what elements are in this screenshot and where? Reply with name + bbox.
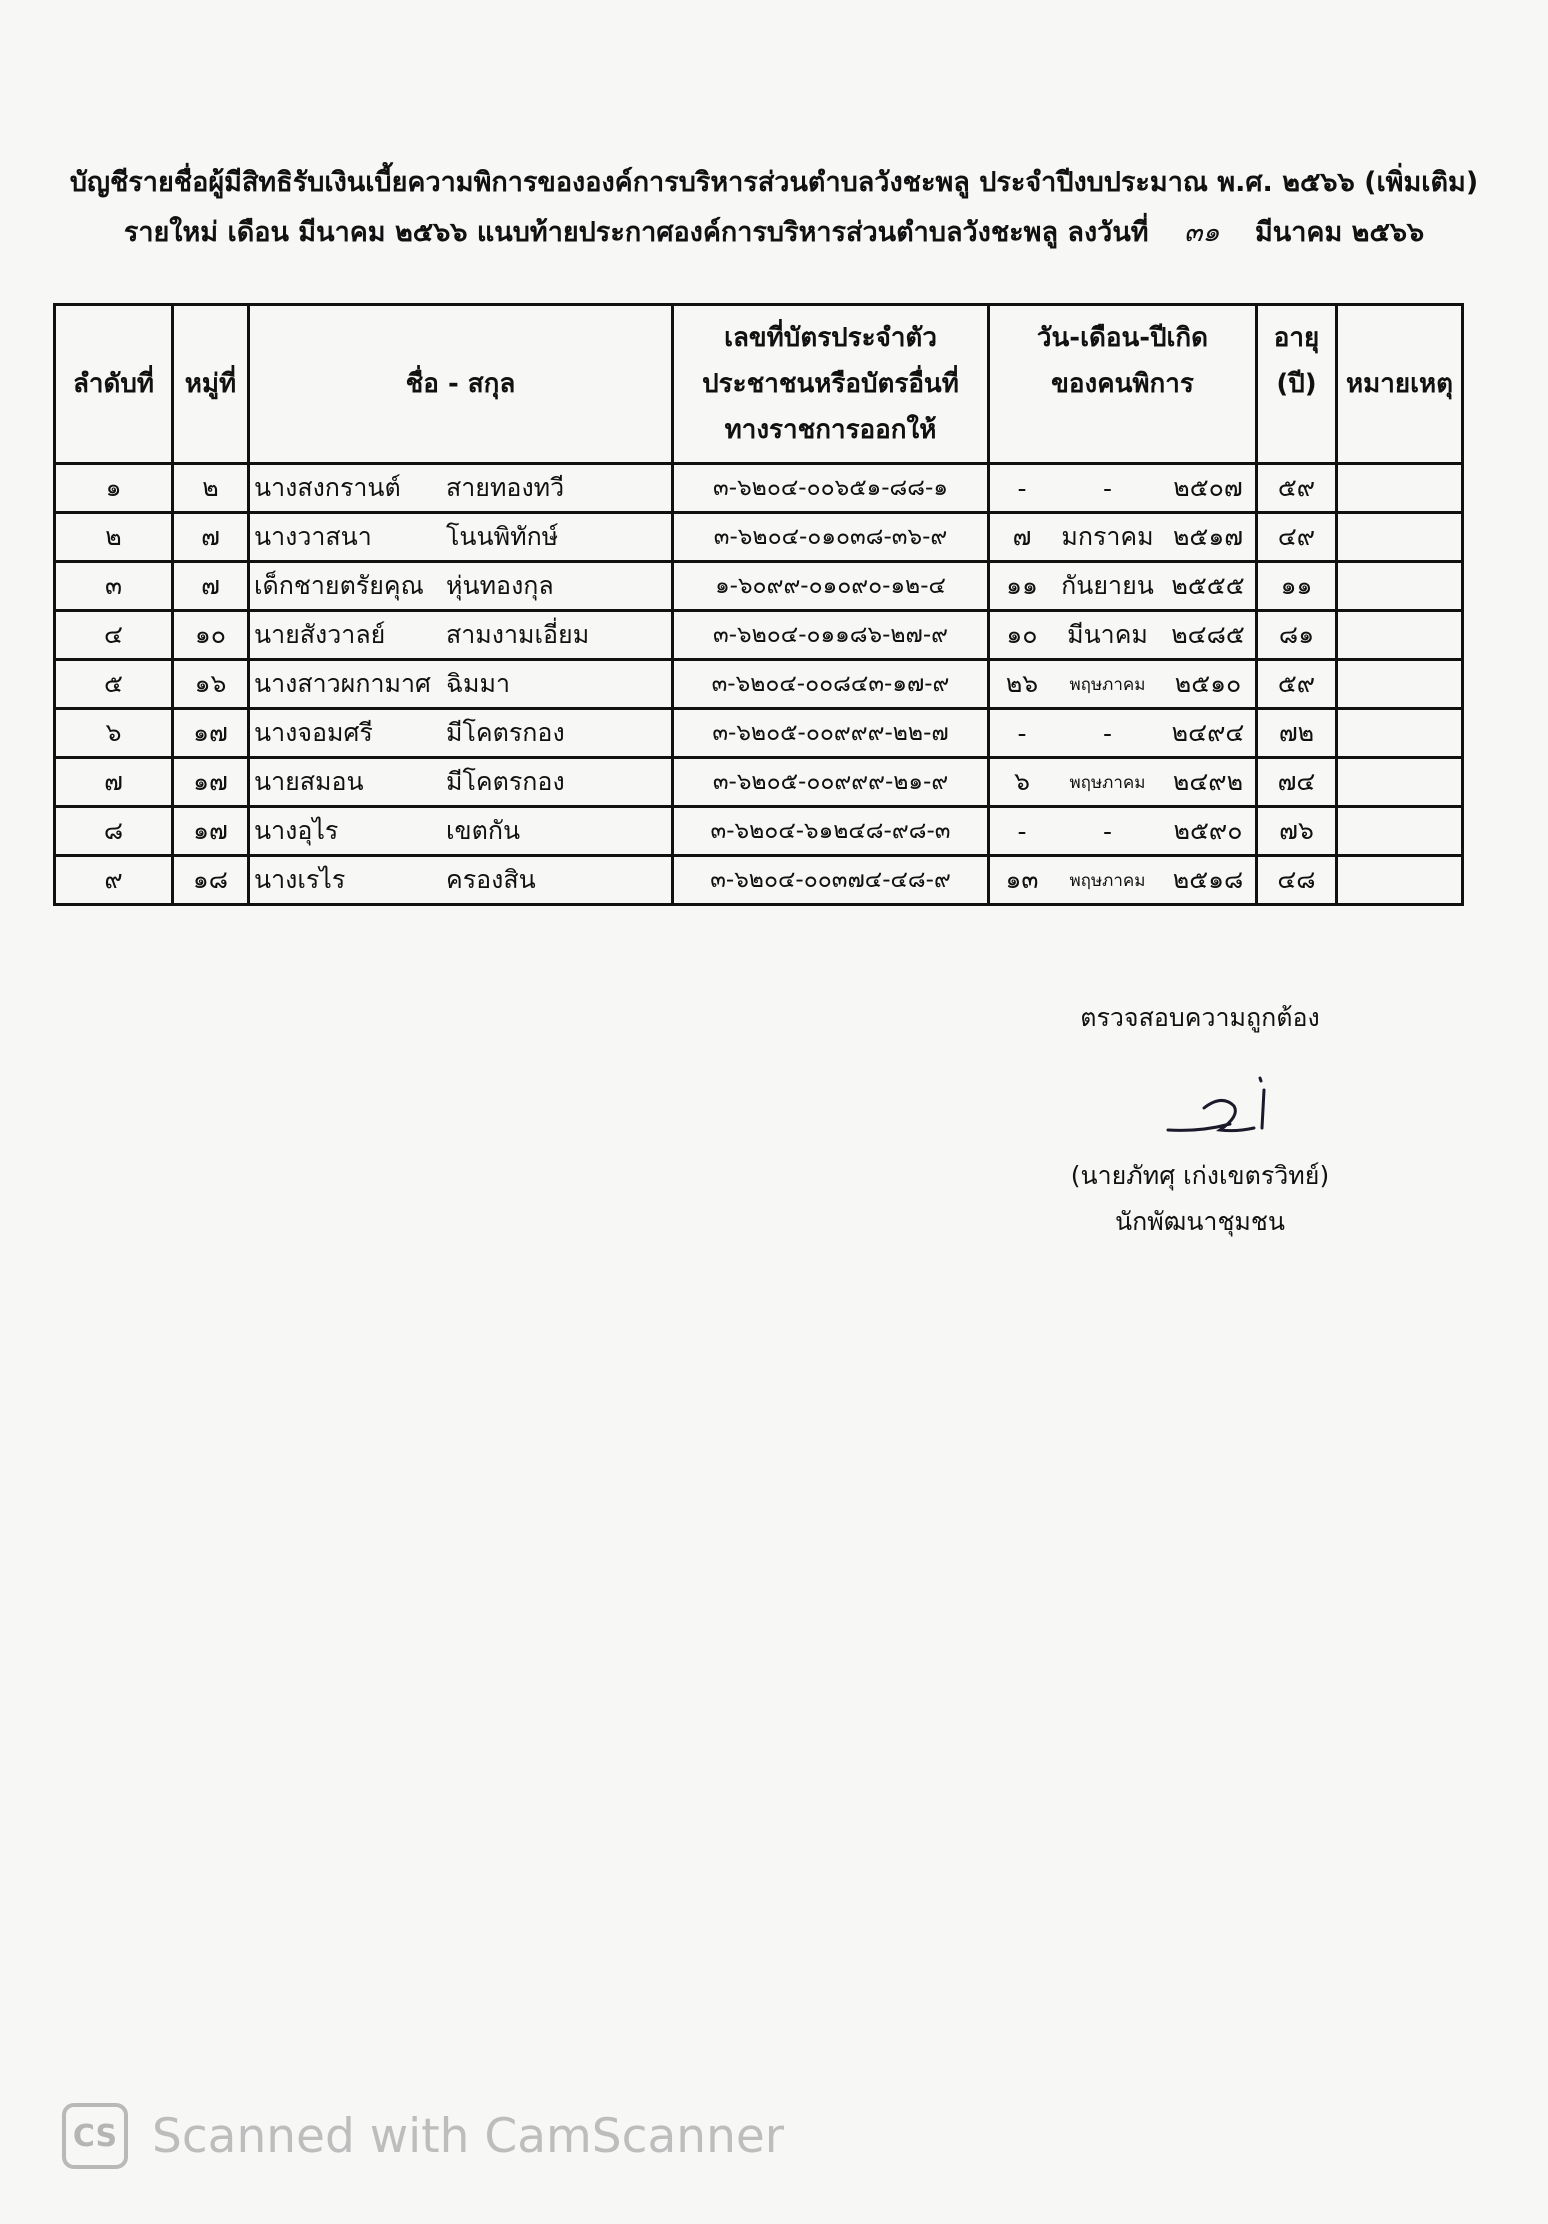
cell-name <box>249 660 673 709</box>
cell-id-number: ๓-๖๒๐๔-๐๑๐๓๘-๓๖-๙ <box>673 513 989 562</box>
verification-text: ตรวจสอบความถูกต้อง <box>1080 1003 1320 1032</box>
dob-year: ๒๕๕๕ <box>1171 571 1245 600</box>
dob-day: ๒๖ <box>1005 669 1039 698</box>
dob-month: กันยายน <box>1061 571 1154 600</box>
cell-age: ๕๙ <box>1257 660 1337 709</box>
dob-year: ๒๕๑๐ <box>1174 669 1242 698</box>
table-row <box>55 856 1463 905</box>
header-age-line-1: อายุ <box>1273 323 1320 353</box>
cell-name <box>249 856 673 905</box>
cell-id-number: ๓-๖๒๐๔-๐๑๑๘๖-๒๗-๙ <box>673 611 989 660</box>
table-header-row <box>55 305 1463 464</box>
header-dob-line-2: ของคนพิการ <box>1051 369 1194 399</box>
cell-dob <box>989 513 1257 562</box>
last-name: มีโคตรกอง <box>446 767 565 796</box>
dob-month: - <box>1102 816 1113 846</box>
dob-month: พฤษภาคม <box>1069 870 1146 891</box>
table-row <box>55 611 1463 660</box>
dob-month: - <box>1102 473 1113 503</box>
header-dob <box>989 305 1257 464</box>
handwritten-day: ๓๑ <box>1183 217 1220 248</box>
cell-dob <box>989 856 1257 905</box>
dob-year: ๒๔๙๒ <box>1172 767 1244 796</box>
cell-order: ๙ <box>55 856 173 905</box>
cell-name <box>249 513 673 562</box>
cell-order: ๘ <box>55 807 173 856</box>
header-remark: หมายเหตุ <box>1337 305 1463 464</box>
cell-age: ๗๒ <box>1257 709 1337 758</box>
header-name: ชื่อ - สกุล <box>249 305 673 464</box>
first-name: นางจอมศรี <box>254 718 373 747</box>
cell-order: ๖ <box>55 709 173 758</box>
cell-name <box>249 562 673 611</box>
dob-year: ๒๔๘๕ <box>1171 620 1245 649</box>
cell-age: ๗๔ <box>1257 758 1337 807</box>
dob-month: มีนาคม <box>1067 620 1148 649</box>
cell-order: ๔ <box>55 611 173 660</box>
last-name: โนนพิทักษ์ <box>446 522 559 551</box>
dob-month: - <box>1102 718 1113 748</box>
cell-id-number: ๑-๖๐๙๙-๐๑๐๙๐-๑๒-๔ <box>673 562 989 611</box>
last-name: เขตกัน <box>446 816 521 845</box>
dob-day: ๗ <box>1012 522 1032 551</box>
dob-day: - <box>1017 718 1027 748</box>
first-name: นางสาวผกามาศ <box>254 669 431 698</box>
last-name: ครองสิน <box>446 865 536 894</box>
cell-dob <box>989 611 1257 660</box>
cell-id-number: ๓-๖๒๐๕-๐๐๙๙๙-๒๒-๗ <box>673 709 989 758</box>
cell-id-number: ๓-๖๒๐๔-๐๐๖๕๑-๘๘-๑ <box>673 464 989 513</box>
header-id-line-2: ประชาชนหรือบัตรอื่นที่ <box>702 369 959 399</box>
watermark-text: Scanned with CamScanner <box>152 2108 785 2164</box>
dob-year: ๒๔๙๔ <box>1171 718 1245 747</box>
dob-year: ๒๕๙๐ <box>1173 816 1243 845</box>
dob-day: ๑๐ <box>1006 620 1038 649</box>
dob-month: พฤษภาคม <box>1069 674 1146 695</box>
cell-age: ๗๖ <box>1257 807 1337 856</box>
cell-name <box>249 464 673 513</box>
cell-id-number: ๓-๖๒๐๔-๐๐๘๔๓-๑๗-๙ <box>673 660 989 709</box>
first-name: นายสมอน <box>254 767 364 796</box>
header-id-line-3: ทางราชการออกให้ <box>724 415 937 445</box>
header-order: ลำดับที่ <box>55 305 173 464</box>
dob-month: พฤษภาคม <box>1069 772 1146 793</box>
cell-remark <box>1337 611 1463 660</box>
header-age <box>1257 305 1337 464</box>
cell-age: ๔๘ <box>1257 856 1337 905</box>
cell-village: ๗ <box>173 562 249 611</box>
cell-village: ๑๗ <box>173 709 249 758</box>
cell-age: ๑๑ <box>1257 562 1337 611</box>
cell-remark <box>1337 464 1463 513</box>
handwritten-signature <box>1160 1072 1280 1148</box>
cell-order: ๗ <box>55 758 173 807</box>
cell-age: ๘๑ <box>1257 611 1337 660</box>
cell-name <box>249 611 673 660</box>
cell-village: ๑๘ <box>173 856 249 905</box>
dob-day: - <box>1017 816 1027 846</box>
document-title-line-2 <box>0 210 1548 253</box>
first-name: นางเรไร <box>254 865 346 894</box>
table-row <box>55 709 1463 758</box>
cell-village: ๑๐ <box>173 611 249 660</box>
cell-order: ๑ <box>55 464 173 513</box>
header-village: หมู่ที่ <box>173 305 249 464</box>
beneficiary-table <box>53 303 1464 906</box>
table-row <box>55 807 1463 856</box>
header-id-line-1: เลขที่บัตรประจำตัว <box>724 323 937 353</box>
first-name: นายสังวาลย์ <box>254 620 386 649</box>
cell-name <box>249 758 673 807</box>
cell-dob <box>989 660 1257 709</box>
dob-day: ๖ <box>1014 767 1030 796</box>
cell-order: ๒ <box>55 513 173 562</box>
camscanner-watermark <box>62 2103 784 2169</box>
cell-remark <box>1337 758 1463 807</box>
cell-age: ๕๙ <box>1257 464 1337 513</box>
table-row <box>55 464 1463 513</box>
cell-village: ๒ <box>173 464 249 513</box>
header-dob-line-1: วัน-เดือน-ปีเกิด <box>1036 323 1209 353</box>
last-name: สามงามเอี่ยม <box>446 620 590 649</box>
cell-remark <box>1337 660 1463 709</box>
title-line-2-prefix: รายใหม่ เดือน มีนาคม ๒๕๖๖ แนบท้ายประกาศองค์การบริหารส่วนตำบลวังชะพลู ลงวันที่ <box>123 217 1149 248</box>
cell-id-number: ๓-๖๒๐๔-๖๑๒๔๘-๙๘-๓ <box>673 807 989 856</box>
header-age-line-2: (ปี) <box>1276 369 1317 399</box>
document-title-line-1: บัญชีรายชื่อผู้มีสิทธิรับเงินเบี้ยความพิการขององค์การบริหารส่วนตำบลวังชะพลู ประจำปีงบประมาณ พ.ศ. ๒๕๖๖ (เพิ่มเติม) <box>69 167 1479 198</box>
cell-remark <box>1337 562 1463 611</box>
table-row <box>55 562 1463 611</box>
camscanner-logo-icon: CS <box>62 2103 128 2169</box>
cell-dob <box>989 709 1257 758</box>
dob-day: ๑๑ <box>1006 571 1038 600</box>
dob-month: มกราคม <box>1061 522 1154 551</box>
last-name: หุ่นทองกุล <box>446 571 554 600</box>
cell-order: ๕ <box>55 660 173 709</box>
last-name: มีโคตรกอง <box>446 718 565 747</box>
cell-id-number: ๓-๖๒๐๕-๐๐๙๙๙-๒๑-๙ <box>673 758 989 807</box>
cell-village: ๑๗ <box>173 807 249 856</box>
table-row <box>55 513 1463 562</box>
cell-id-number: ๓-๖๒๐๔-๐๐๓๗๔-๔๘-๙ <box>673 856 989 905</box>
cell-village: ๑๖ <box>173 660 249 709</box>
first-name: เด็กชายตรัยคุณ <box>254 571 424 600</box>
table-row <box>55 660 1463 709</box>
table-row <box>55 758 1463 807</box>
cell-dob <box>989 562 1257 611</box>
dob-year: ๒๕๑๘ <box>1172 865 1244 894</box>
cell-remark <box>1337 513 1463 562</box>
first-name: นางอุไร <box>254 816 339 845</box>
cell-dob <box>989 464 1257 513</box>
first-name: นางสงกรานต์ <box>254 473 401 502</box>
signer-position: นักพัฒนาชุมชน <box>1115 1207 1285 1236</box>
cell-age: ๔๙ <box>1257 513 1337 562</box>
signer-name: (นายภัทศุ เก่งเขตรวิทย์) <box>1070 1161 1330 1190</box>
cell-remark <box>1337 856 1463 905</box>
dob-day: - <box>1017 473 1027 503</box>
dob-year: ๒๕๐๗ <box>1173 473 1243 502</box>
cell-name <box>249 709 673 758</box>
dob-year: ๒๕๑๗ <box>1172 522 1244 551</box>
dob-day: ๑๓ <box>1005 865 1039 894</box>
last-name: สายทองทวี <box>446 473 565 502</box>
cell-dob <box>989 807 1257 856</box>
cell-village: ๑๗ <box>173 758 249 807</box>
cell-order: ๓ <box>55 562 173 611</box>
cell-remark <box>1337 807 1463 856</box>
title-line-2-suffix: มีนาคม ๒๕๖๖ <box>1255 217 1425 248</box>
last-name: ฉิมมา <box>446 669 511 698</box>
first-name: นางวาสนา <box>254 522 372 551</box>
cell-village: ๗ <box>173 513 249 562</box>
cell-dob <box>989 758 1257 807</box>
cell-remark <box>1337 709 1463 758</box>
header-id <box>673 305 989 464</box>
cell-name <box>249 807 673 856</box>
